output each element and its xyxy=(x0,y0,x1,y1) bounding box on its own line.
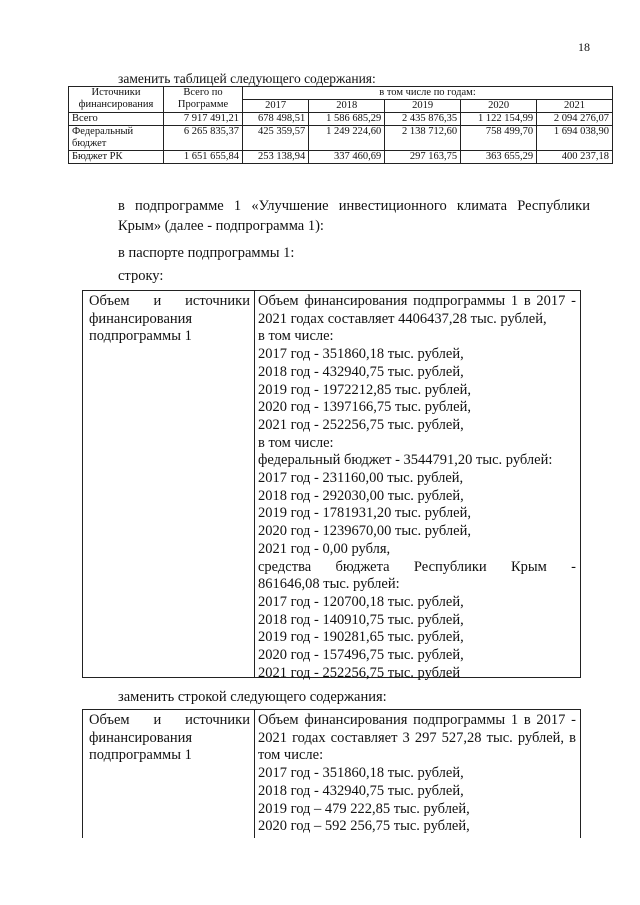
year-2020: 2020 xyxy=(461,100,537,113)
intro-text: заменить таблицей следующего содержания: xyxy=(118,71,376,86)
label-word: источники xyxy=(185,293,250,309)
table-row xyxy=(69,113,613,126)
content-line: 2020 год - 157496,75 тыс. рублей, xyxy=(258,647,464,664)
content-intro: Объем финансирования подпрограммы 1 в 2017 - 2021 годах составляет 3 297 527,28 тыс. рублей, в том числе: xyxy=(258,712,576,764)
label-line: финансирования xyxy=(89,729,193,746)
content-line: 861646,08 тыс. рублей: xyxy=(258,576,400,593)
row-value: 425 359,57 xyxy=(243,126,309,151)
row-value: 1 694 038,90 xyxy=(537,126,613,151)
row-value: 363 655,29 xyxy=(461,151,537,164)
row-value: 297 163,75 xyxy=(385,151,461,164)
label-line: финансирования xyxy=(89,310,193,327)
line-paragraph: строку: xyxy=(118,268,164,284)
new-row-box xyxy=(82,709,581,838)
rk-word: Крым xyxy=(510,558,547,575)
label-line: подпрограммы 1 xyxy=(89,747,192,764)
label-line xyxy=(89,293,250,311)
content-line: 2019 год - 1972212,85 тыс. рублей, xyxy=(258,381,471,398)
replace-paragraph: заменить строкой следующего содержания: xyxy=(118,689,387,705)
header-source-line1: Источники xyxy=(91,87,141,98)
label-word: источники xyxy=(185,712,250,728)
content-line: 2018 год - 292030,00 тыс. рублей, xyxy=(258,487,464,504)
content-line: 2021 год - 0,00 рубля, xyxy=(258,540,391,557)
header-total-line1: Всего по xyxy=(183,87,223,98)
passport-paragraph: в паспорте подпрограммы 1: xyxy=(118,245,295,261)
row-value: 1 122 154,99 xyxy=(461,113,537,126)
row-total: 1 651 655,84 xyxy=(164,151,243,164)
year-2019: 2019 xyxy=(385,100,461,113)
table-row xyxy=(69,126,613,151)
label-line: подпрограммы 1 xyxy=(89,328,192,345)
row-value: 678 498,51 xyxy=(243,113,309,126)
year-2017: 2017 xyxy=(243,100,309,113)
row-value: 2 435 876,35 xyxy=(385,113,461,126)
content-line: 2020 год - 1397166,75 тыс. рублей, xyxy=(258,399,471,416)
row-value: 253 138,94 xyxy=(243,151,309,164)
rk-word: Республики xyxy=(413,558,487,575)
table-header-row xyxy=(69,87,613,100)
content-line: 2018 год - 432940,75 тыс. рублей, xyxy=(258,363,464,380)
new-row-label xyxy=(83,710,255,838)
old-row-content xyxy=(255,291,580,681)
row-label: Всего xyxy=(69,113,164,126)
label-line xyxy=(89,712,250,730)
old-row-label xyxy=(83,291,255,677)
content-line: 2018 год - 140910,75 тыс. рублей, xyxy=(258,611,464,628)
subprogram-text: в подпрограмме 1 «Улучшение инвестиционного климата Республики Крым» (далее - подпрограмма 1): xyxy=(118,198,590,234)
year-2018: 2018 xyxy=(309,100,385,113)
year-2021: 2021 xyxy=(537,100,613,113)
header-total-line2: Программе xyxy=(177,99,229,110)
header-total xyxy=(164,87,243,113)
financing-table xyxy=(68,86,613,164)
rk-word: бюджета xyxy=(335,558,390,575)
row-value: 400 237,18 xyxy=(537,151,613,164)
row-value: 337 460,69 xyxy=(309,151,385,164)
content-line: 2017 год - 231160,00 тыс. рублей, xyxy=(258,470,464,487)
row-total: 6 265 835,37 xyxy=(164,126,243,151)
content-line: 2020 год - 1239670,00 тыс. рублей, xyxy=(258,523,471,540)
label-word: и xyxy=(153,712,162,728)
label-word: Объем xyxy=(89,712,130,728)
row-label: Федеральный бюджет xyxy=(69,126,164,151)
content-intro: Объем финансирования подпрограммы 1 в 2017 - 2021 годах составляет 4406437,28 тыс. рублей, xyxy=(258,293,576,327)
page-number: 18 xyxy=(578,40,590,54)
header-years-caption: в том числе по годам: xyxy=(243,87,613,100)
content-line: 2021 год - 252256,75 тыс. рублей xyxy=(258,664,461,681)
header-source-line2: финансирования xyxy=(78,99,154,110)
content-line: 2017 год - 120700,18 тыс. рублей, xyxy=(258,593,464,610)
content-line: в том числе: xyxy=(258,434,334,451)
row-label: Бюджет РК xyxy=(69,151,164,164)
row-value: 2 094 276,07 xyxy=(537,113,613,126)
content-line: в том числе: xyxy=(258,328,334,345)
content-line: 2017 год - 351860,18 тыс. рублей, xyxy=(258,346,464,363)
table-row xyxy=(69,151,613,164)
label-word: и xyxy=(153,293,162,309)
new-row-content xyxy=(255,710,580,838)
content-line: 2020 год – 592 256,75 тыс. рублей, xyxy=(258,818,470,835)
subprogram-paragraph xyxy=(90,196,590,236)
content-line: 2018 год - 432940,75 тыс. рублей, xyxy=(258,782,464,799)
content-line: 2019 год - 1781931,20 тыс. рублей, xyxy=(258,505,471,522)
content-line: 2017 год - 351860,18 тыс. рублей, xyxy=(258,765,464,782)
rk-word: - xyxy=(571,558,576,575)
content-line: 2019 год - 190281,65 тыс. рублей, xyxy=(258,629,464,646)
row-total: 7 917 491,21 xyxy=(164,113,243,126)
content-line: 2019 год – 479 222,85 тыс. рублей, xyxy=(258,800,470,817)
header-source xyxy=(69,87,164,113)
label-word: Объем xyxy=(89,293,130,309)
rk-word: средства xyxy=(258,558,312,575)
content-line: федеральный бюджет - 3544791,20 тыс. рублей: xyxy=(258,452,553,469)
row-value: 2 138 712,60 xyxy=(385,126,461,151)
content-line-rk xyxy=(258,559,576,577)
row-value: 1 249 224,60 xyxy=(309,126,385,151)
content-line: 2021 год - 252256,75 тыс. рублей, xyxy=(258,416,464,433)
old-row-box xyxy=(82,290,581,681)
row-value: 758 499,70 xyxy=(461,126,537,151)
row-value: 1 586 685,29 xyxy=(309,113,385,126)
